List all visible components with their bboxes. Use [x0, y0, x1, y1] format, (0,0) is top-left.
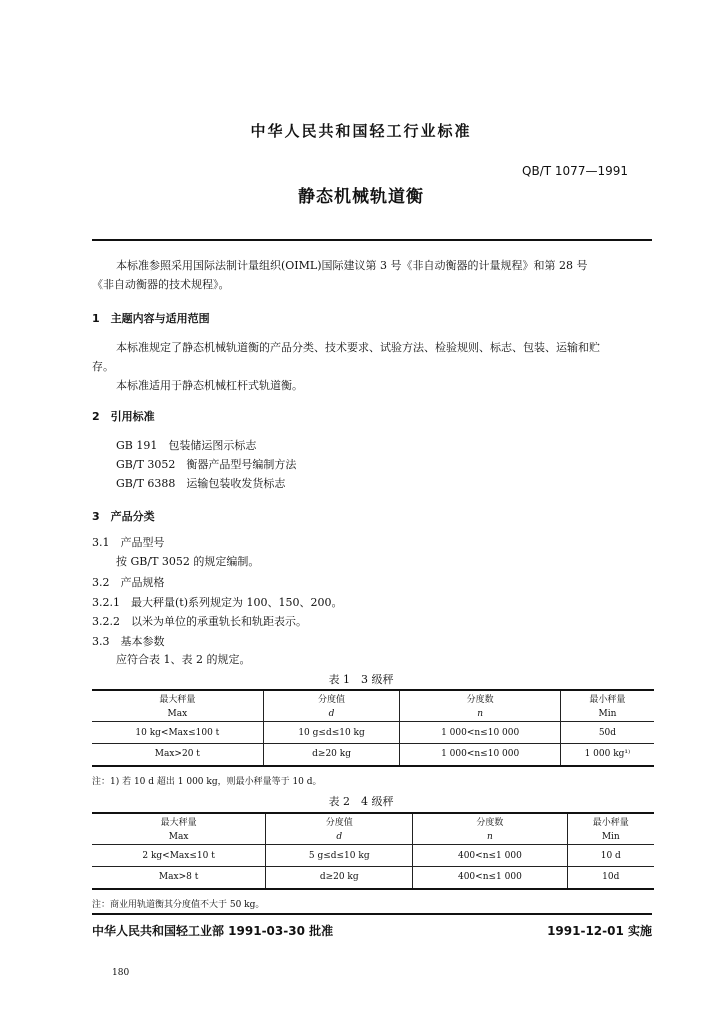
clause-3-1: 3.1 产品型号 [92, 536, 165, 549]
standard-header: 中华人民共和国轻工行业标准 [250, 122, 472, 140]
footer-rule [92, 913, 652, 915]
table-cell: d≥20 kg [263, 744, 400, 766]
title-rule [92, 239, 652, 241]
table-cell: Max>8 t [92, 867, 266, 889]
table-header-cell: 最小秤量 [567, 813, 654, 829]
section-1-para-2: 本标准适用于静态机械杠杆式轨道衡。 [116, 379, 303, 392]
table-1-caption: 表 1 3 级秤 [328, 673, 394, 686]
table-2-note: 注：商业用轨道衡其分度值不大于 50 kg。 [92, 900, 265, 910]
table-header-cell: 分度值 [263, 690, 400, 706]
clause-3-2-1: 3.2.1 最大秤量(t)系列规定为 100、150、200。 [92, 596, 343, 609]
table-cell: 1 000<n≤10 000 [400, 744, 560, 766]
section-3-heading: 3 产品分类 [92, 510, 155, 523]
table-header-cell: Max [168, 831, 189, 842]
table-header-cell: d [263, 706, 400, 722]
table-cell: 400<n≤1 000 [413, 845, 567, 867]
document-title: 静态机械轨道衡 [298, 187, 424, 207]
table-cell: 1 000<n≤10 000 [400, 722, 560, 744]
table-cell: Max>20 t [92, 744, 263, 766]
clause-3-2: 3.2 产品规格 [92, 576, 165, 589]
table-header-cell: d [266, 829, 413, 845]
standard-code: QB/T 1077—1991 [522, 164, 628, 178]
table-cell: 2 kg<Max≤10 t [92, 845, 266, 867]
approval-line: 中华人民共和国轻工业部 1991-03-30 批准 [92, 924, 334, 938]
table-1-note: 注：1) 若 10 d 超出 1 000 kg，则最小秤量等于 10 d。 [92, 777, 322, 787]
clause-3-2-2: 3.2.2 以米为单位的承重轨长和轨距表示。 [92, 615, 307, 628]
table-cell: 5 g≤d≤10 kg [266, 845, 413, 867]
intro-line-1: 本标准参照采用国际法制计量组织(OIML)国际建议第 3 号《非自动衡器的计量规程》和第 28 号 [116, 259, 588, 272]
implementation-date: 1991-12-01 实施 [547, 924, 652, 938]
table-cell: 50d [560, 722, 654, 744]
table-header-cell: n [400, 706, 560, 722]
table-header-cell: Min [567, 829, 654, 845]
reference-item: GB/T 6388 运输包装收发货标志 [116, 477, 286, 490]
table-header-cell: Max [167, 708, 188, 719]
table-header-cell: 分度数 [413, 813, 567, 829]
table-2-caption: 表 2 4 级秤 [328, 795, 394, 808]
table-cell: 10 d [567, 845, 654, 867]
table-1 [92, 689, 654, 767]
clause-3-3-text: 应符合表 1、表 2 的规定。 [116, 653, 251, 666]
clause-3-3: 3.3 基本参数 [92, 635, 165, 648]
table-header-cell: 最大秤量 [92, 813, 266, 829]
table-cell: 400<n≤1 000 [413, 867, 567, 889]
table-header-cell: 最小秤量 [560, 690, 654, 706]
reference-item: GB 191 包装储运图示标志 [116, 439, 257, 452]
clause-3-1-text: 按 GB/T 3052 的规定编制。 [116, 555, 260, 568]
table-header-cell: n [413, 829, 567, 845]
section-1-para-1-line-2: 存。 [92, 360, 114, 373]
section-1-heading: 1 主题内容与适用范围 [92, 312, 210, 325]
table-cell: 10d [567, 867, 654, 889]
table-cell: 10 g≤d≤10 kg [263, 722, 400, 744]
intro-line-2: 《非自动衡器的技术规程》。 [92, 278, 230, 291]
table-header-cell: 分度数 [400, 690, 560, 706]
section-2-heading: 2 引用标准 [92, 410, 155, 423]
table-header-cell: Min [560, 706, 654, 722]
table-cell: d≥20 kg [266, 867, 413, 889]
table-2 [92, 812, 654, 890]
table-cell: 10 kg<Max≤100 t [92, 722, 263, 744]
page-number: 180 [112, 968, 130, 978]
table-header-cell: 最大秤量 [92, 690, 263, 706]
reference-item: GB/T 3052 衡器产品型号编制方法 [116, 458, 297, 471]
section-1-para-1-line-1: 本标准规定了静态机械轨道衡的产品分类、技术要求、试验方法、检验规则、标志、包装、运输和贮 [116, 341, 600, 354]
table-header-cell: 分度值 [266, 813, 413, 829]
table-cell: 1 000 kg¹⁾ [560, 744, 654, 766]
